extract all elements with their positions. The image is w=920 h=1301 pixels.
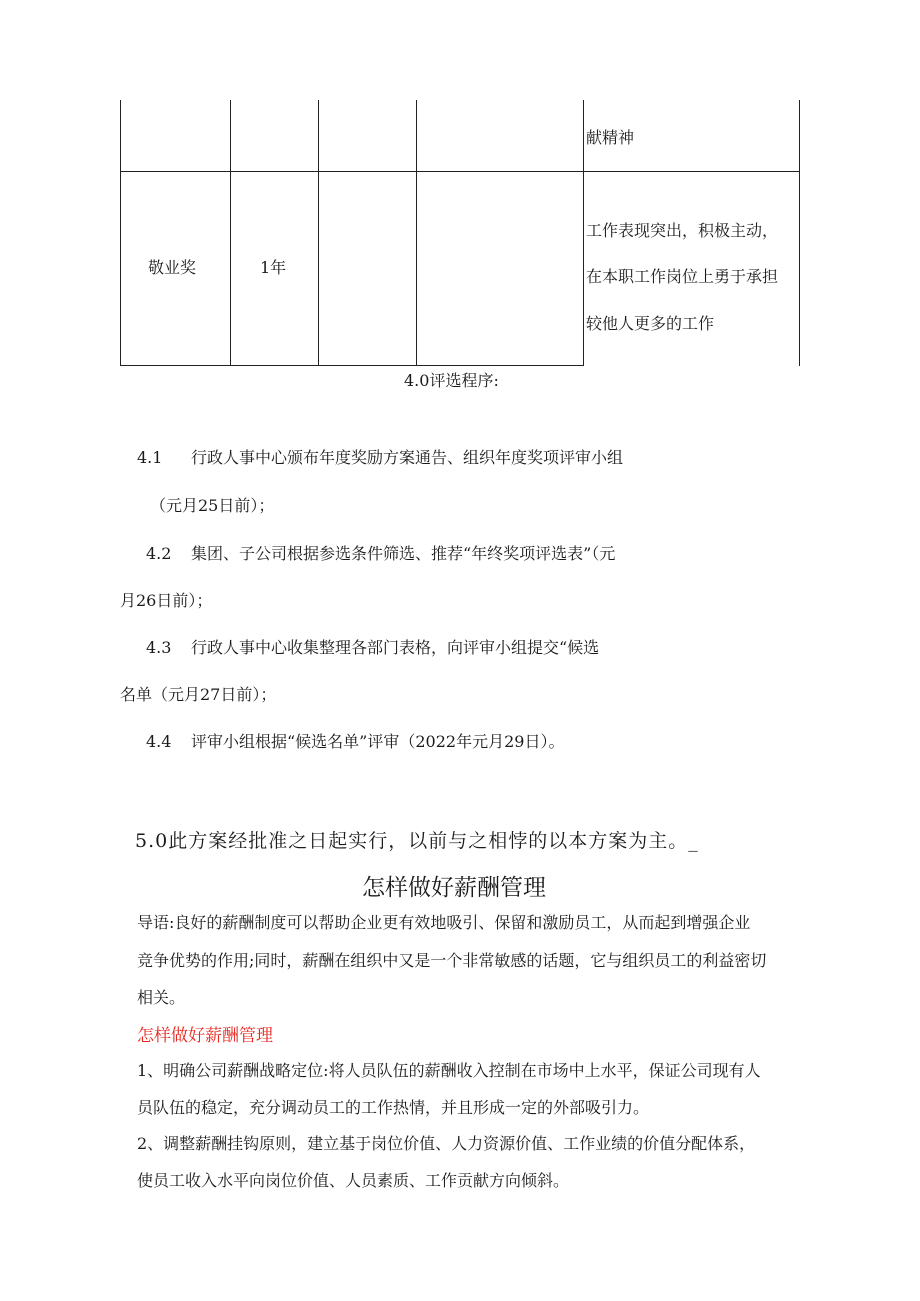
article-point-line: 1、明确公司薪酬战略定位:将人员队伍的薪酬收入控制在市场中上水平，保证公司现有人 bbox=[137, 1061, 761, 1080]
item-text-continued: 月26日前）； bbox=[120, 591, 213, 610]
table-col-divider bbox=[318, 100, 319, 366]
article-intro-line: 竞争优势的作用;同时，薪酬在组织中又是一个非常敏感的话题，它与组织员工的利益密切 bbox=[137, 951, 767, 970]
table-cell-criteria-line: 工作表现突出，积极主动， bbox=[586, 221, 779, 240]
article-intro-line: 相关。 bbox=[137, 988, 186, 1007]
article-subheading: 怎样做好薪酬管理 bbox=[137, 1026, 273, 1046]
item-text-continued: （元月25日前）； bbox=[150, 496, 275, 515]
item-number: 4.3 bbox=[146, 638, 172, 657]
table-cell-spirit: 献精神 bbox=[586, 128, 635, 147]
table-border-right bbox=[799, 100, 800, 366]
article-point-line: 员队伍的稳定，充分调动员工的工作热情，并且形成一定的外部吸引力。 bbox=[137, 1098, 650, 1117]
section-5-text: 5.0此方案经批准之日起实行，以前与之相悖的以本方案为主。_ bbox=[135, 830, 699, 852]
item-text: 行政人事中心收集整理各部门表格，向评审小组提交“候选 bbox=[191, 638, 600, 657]
table-row-divider bbox=[120, 171, 800, 172]
article-title: 怎样做好薪酬管理 bbox=[362, 875, 546, 901]
section-4-heading: 4.0评选程序: bbox=[404, 371, 499, 390]
table-cell-term: 1年 bbox=[260, 258, 287, 277]
item-number: 4.1 bbox=[137, 448, 163, 467]
table-border-left bbox=[120, 100, 121, 366]
table-cell-criteria-line: 较他人更多的工作 bbox=[586, 314, 715, 333]
item-text: 集团、子公司根据参选条件筛选、推荐“年终奖项评选表”（元 bbox=[191, 544, 616, 563]
table-col-divider bbox=[230, 100, 231, 366]
item-text: 行政人事中心颁布年度奖励方案通告、组织年度奖项评审小组 bbox=[191, 448, 624, 467]
item-text-continued: 名单（元月27日前）； bbox=[120, 685, 277, 704]
award-table bbox=[120, 100, 800, 366]
table-cell-award-name: 敬业奖 bbox=[148, 258, 197, 277]
table-col-divider bbox=[416, 100, 417, 366]
table-cell-criteria-line: 在本职工作岗位上勇于承担 bbox=[586, 267, 779, 286]
table-border-bottom bbox=[120, 365, 583, 366]
item-number: 4.4 bbox=[146, 732, 172, 751]
article-point-line: 使员工收入水平向岗位价值、人员素质、工作贡献方向倾斜。 bbox=[137, 1171, 570, 1190]
table-col-divider bbox=[583, 100, 584, 366]
article-intro-line: 导语:良好的薪酬制度可以帮助企业更有效地吸引、保留和激励员工，从而起到增强企业 bbox=[137, 913, 751, 932]
item-number: 4.2 bbox=[146, 544, 172, 563]
article-point-line: 2、调整薪酬挂钩原则，建立基于岗位价值、人力资源价值、工作业绩的价值分配体系， bbox=[137, 1134, 756, 1153]
item-text: 评审小组根据“候选名单”评审（2022年元月29日）。 bbox=[191, 732, 565, 751]
